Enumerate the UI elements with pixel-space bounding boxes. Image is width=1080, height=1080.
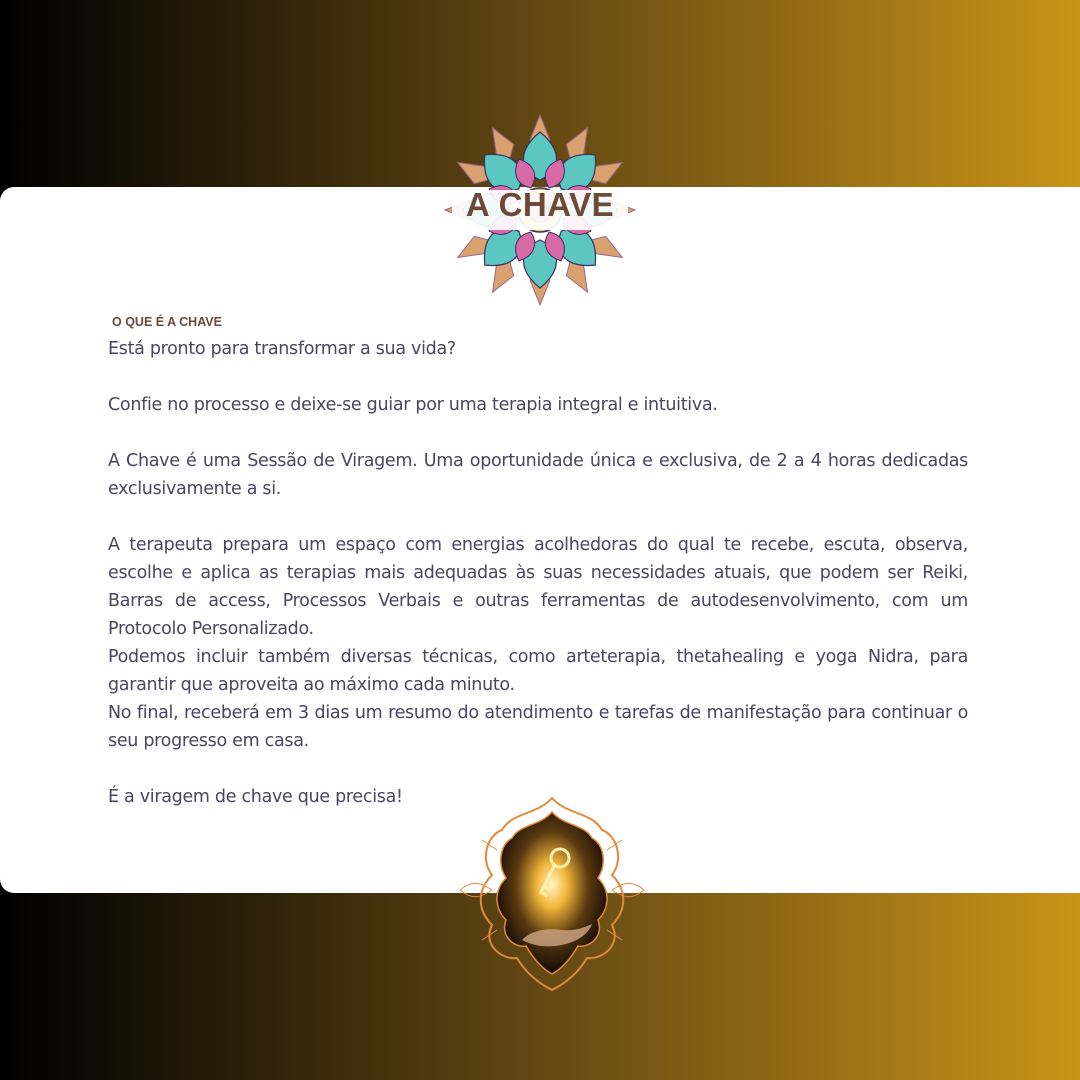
paragraph-summary: No final, receberá em 3 dias um resumo do atendimento e tarefas de manifestação para continuar o seu progresso em casa.	[108, 703, 968, 751]
golden-key-hand-icon	[452, 790, 652, 995]
paragraph-session: A Chave é uma Sessão de Viragem. Uma oportunidade única e exclusiva, de 2 a 4 horas dedicadas exclusivamente a si.	[108, 451, 968, 499]
paragraph-intro: Está pronto para transformar a sua vida?	[108, 339, 456, 359]
paragraph-trust: Confie no processo e deixe-se guiar por uma terapia integral e intuitiva.	[108, 395, 718, 415]
section-label: O QUE É A CHAVE	[112, 315, 222, 329]
page-title: A CHAVE	[465, 186, 615, 223]
body-text	[108, 335, 968, 811]
paragraph-therapist: A terapeuta prepara um espaço com energias acolhedoras do qual te recebe, escuta, observa, escolhe e aplica as terapias mais adequadas às suas necessidades atuais, que podem ser Reiki, Barras de access, Processos Verbais e outras ferramentas de autodesenvolvimento, com um Protocolo Personalizado.	[108, 535, 968, 639]
paragraph-techniques: Podemos incluir também diversas técnicas, como arteterapia, thetahealing e yoga Nidra, para garantir que aproveita ao máximo cada minuto.	[108, 647, 968, 695]
paragraph-closing: É a viragem de chave que precisa!	[108, 787, 403, 807]
